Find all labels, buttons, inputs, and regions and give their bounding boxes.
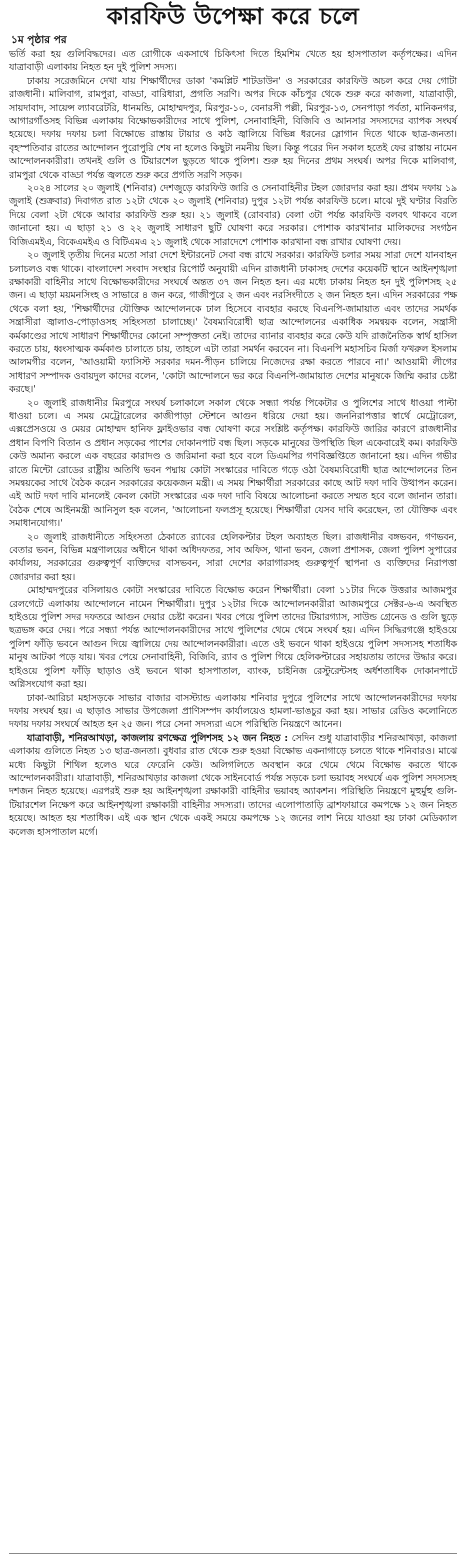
section-body-text: সেদিন শুধু যাত্রাবাড়ীর শনিরআখড়া, কাজলা এলাকায় গুলিতে নিহত ১৩ ছাত্র-জনতা। বুধবার রাত থেকে শুরু হওয়া বিক্ষোভ একনাগাড়ে চলতে থাকে শনিবারও। মাঝে মধ্যে কিছুটা শিথিল হলেও ঘরে ফেরেনি কেউ। অলিগলিতে অবস্থান করে থেমে থেমে বিক্ষোভ করতে থাকে আন্দোলনকারীরা। যাত্রাবাড়ী, শনিরআখড়ার কাজলা থেকে সাইনবোর্ড পর্যন্ত সড়কে চলা ভয়াবহ সংঘর্ষে এক পুলিশ সদস্যসহ দশজন নিহত হয়েছে। এরপরই শুরু হয় আইনশৃঙ্খলা রক্ষাকারী বাহিনীর ভয়াবহ অ্যাকশন। পরিস্থিতি নিয়ন্ত্রণে মুহুর্মুহু গুলি-টিয়ারশেল নিক্ষেপ করে আইনশৃঙ্খলা রক্ষাকারী বাহিনীর সদস্যরা। তাদের এলোপাতাড়ি ব্রাশফায়ারে কমপক্ষে ১২ জন নিহত হয়েছে। আহত হয় শতাধিক। এই এক স্থান থেকে একই সময়ে কমপক্ষে ১২ জনের লাশ নিয়ে যাওয়া হয় ঢাকা মেডিক্যাল কলেজ হাসপাতাল মর্গে। bbox=[9, 732, 457, 838]
article-paragraph: মোহাম্মদপুরের বসিলায়ও কোটা সংস্কারের দাবিতে বিক্ষোভ করেন শিক্ষার্থীরা। বেলা ১১টার দিকে উত্তরার আজমপুর রেলগেটে এলাকায় আন্দোলনে নামেন শিক্ষার্থীরা। দুপুর ১২টার দিকে আন্দোলনকারীরা আজমপুরে সেক্টর-৬-এ অবস্থিত হাইওয়ে পুলিশ সদর দফতরে আগুন দেয়ার চেষ্টা করেন। খবর পেয়ে পুলিশ তাদের টিয়ারগ্যাস, সাউন্ড গ্রেনেড ও গুলি ছুড়ে ছত্রভঙ্গ করে দেয়। পরে সন্ধ্যা পর্যন্ত আন্দোলনকারীদের সাথে পুলিশের থেমে থেমে সংঘর্ষ হয়। এদিন সিদ্ধিরগঞ্জে হাইওয়ে পুলিশ ফাঁড়ি ভবনে আগুন দিয়ে জ্বালিয়ে দেয় আন্দোলনকারীরা। এতে ওই ভবনে থাকা হাইওয়ে পুলিশ সদস্যসহ শতাধিক মানুষ আটকা পড়ে যায়। খবর পেয়ে সেনাবাহিনী, বিজিবি, র‌্যাব ও পুলিশ গিয়ে হেলিকপ্টারের সহায়তায় তাদের উদ্ধার করে। হাইওয়ে পুলিশ ফাঁড়ি ছাড়াও ওই ভবনে থাকা হাসপাতাল, ব্যাংক, চাইনিজ রেস্টুরেন্টসহ অর্ধশতাধিক দোকানপাটে অগ্নিসংযোগ করা হয়। bbox=[9, 585, 457, 691]
final-section-paragraph bbox=[9, 732, 457, 839]
next-column-cutoff bbox=[9, 1553, 457, 1559]
section-subheading: যাত্রাবাড়ী, শনিরআখড়া, কাজলায় রণক্ষেত্র পুলিশসহ ১২ জন নিহত : bbox=[27, 732, 289, 744]
article-paragraph: ঢাকা-আরিচা মহাসড়কে সাভার বাজার বাসস্ট্যান্ড এলাকায় শনিবার দুপুরে পুলিশের সাথে আন্দোলনকারীদের দফায় দফায় সংঘর্ষ হয়। এ ছাড়াও সাভার উপজেলা প্রাণিসম্পদ কার্যালয়েও হামলা-ভাঙচুর করা হয়। সাভার রেডিও কলোনিতে দফায় দফায় সংঘর্ষে আহত হন ২৫ জন। পরে সেনা সদস্যরা এসে পরিস্থিতি নিয়ন্ত্রণে আনেন। bbox=[9, 692, 457, 731]
article-paragraph: ২০২৪ সালের ২০ জুলাই (শনিবার) দেশজুড়ে কারফিউ জারি ও সেনাবাহিনীর টহল জোরদার করা হয়। প্রথম দফায় ১৯ জুলাই (শুক্রবার) দিবাগত রাত ১২টা থেকে ২০ জুলাই (শনিবার) দুপুর ১২টা পর্যন্ত কারফিউ চলে। মাঝে দুই ঘণ্টার বিরতি দিয়ে বেলা ২টা থেকে আবার কারফিউ শুরু হয়। ২১ জুলাই (রোববার) বেলা ৩টা পর্যন্ত কারফিউ বলবৎ থাকবে বলে জানানো হয়। এ ছাড়া ২১ ও ২২ জুলাই সাধারণ ছুটি ঘোষণা করে সরকার। পোশাক কারখানার মালিকদের সংগঠন বিজিএমইএ, বিকেএমইএ ও বিটিএমএ ২১ জুলাই থেকে সারাদেশে পোশাক কারখানা বন্ধ রাখার ঘোষণা দেয়। bbox=[9, 183, 457, 248]
article-paragraph: ভর্তি করা হয় গুলিবিদ্ধদের। এত রোগীকে একসাথে চিকিৎসা দিতে হিমশিম খেতে হয় হাসপাতাল কর্তৃপক্ষের। এদিন যাত্রাবাড়ী এলাকায় নিহত হন দুই পুলিশ সদস্য। bbox=[9, 49, 457, 74]
article-paragraph: ২০ জুলাই রাজধানীর মিরপুরে সংঘর্ষ চলাকালে সকাল থেকে সন্ধ্যা পর্যন্ত পিকেটার ও পুলিশের সাথে ধাওয়া পাল্টা ধাওয়া চলে। এ সময় মেট্রোরেলের কাজীপাড়া স্টেশনে আগুন ধরিয়ে দেয়া হয়। জননিরাপত্তার স্বার্থে মেট্রোরেল, এক্সপ্রেসওয়ে ও মেয়র মোহাম্মদ হানিফ ফ্লাইওভার বন্ধ ঘোষণা করে সংশ্লিষ্ট কর্তৃপক্ষ। কারফিউ জারির কারণে রাজধানীর প্রধান বিপণি বিতান ও প্রধান সড়কের পাশের দোকানপাট বন্ধ ছিল। সড়কে মানুষের উপস্থিতি ছিল একেবারেই কম। কারফিউ কেউ অমান্য করলে এক বছরের কারাদণ্ড ও জরিমানা করা হবে বলে ডিএমপির গণবিজ্ঞপ্তিতে জানানো হয়। এদিন গভীর রাতে মিন্টো রোডের রাষ্ট্রীয় অতিথি ভবন পদ্মায় কোটা সংস্কারের দাবিতে গড়ে ওঠা বৈষম্যবিরোধী ছাত্র আন্দোলনের তিন সমন্বয়কের সাথে বৈঠক করেন সরকারের কয়েকজন মন্ত্রী। এ সময় শিক্ষার্থীরা সরকারের কাছে আট দফা দাবি উত্থাপন করেন। এই আট দফা দাবি মানলেই কেবল কোটা সংস্কারের এক দফা দাবি বিষয়ে আলোচনা করতে সম্মত হবে বলে জানান তারা। বৈঠক শেষে আইনমন্ত্রী আনিসুল হক বলেন, 'আলোচনা ফলপ্রসূ হয়েছে। শিক্ষার্থীরা যেসব দাবি করেছেন, তা যৌক্তিক এবং সমাধানযোগ্য।' bbox=[9, 397, 457, 530]
continued-from-label: ১ম পৃষ্ঠার পর bbox=[11, 34, 67, 46]
article-paragraph: ঢাকায় সরেজমিনে দেখা যায় শিক্ষার্থীদের ডাকা 'কমপ্লিট শাটডাউন' ও সরকারের কারফিউ অচল করে দেয় গোটা রাজধানী। মালিবাগ, রামপুরা, বাড্ডা, বারিধারা, প্রগতি সরণি। অপর দিকে কাঁচপুর থেকে শুরু করে কাজলা, যাত্রাবাড়ী, সায়দাবাদ, সায়েন্স ল্যাবরেটরি, ধানমন্ডি, মোহাম্মদপুর, মিরপুর-১০, বেনারসী পল্লী, মিরপুর-১৩, সেনপাড়া পর্বতা, মানিকনগর, আগারগাঁওসহ বিভিন্ন এলাকায় বিক্ষোভকারীদের সাথে পুলিশ, সেনাবাহিনী, বিজিবি ও আনসার সদস্যদের ব্যাপক সংঘর্ষ হয়েছে। দফায় দফায় চলা বিক্ষোভে রাস্তায় টায়ার ও কাঠ জ্বালিয়ে বিভিন্ন ধরনের স্লোগান দিতে থাকে ছাত্র-জনতা। বৃহস্পতিবার রাতের আন্দোলন পুরোপুরি শেষ না হলেও কিছুটা নমনীয় ছিল। কিন্তু পরের দিন সকাল হতেই ফের রাস্তায় নামেন আন্দোলনকারীরা। তখনই গুলি ও টিয়ারশেল ছুড়তে থাকে পুলিশ। শুরু হয় দিনের প্রথম সংঘর্ষ। অপর দিকে মালিবাগ, রামপুরা থেকে বাড্ডা পর্যন্ত জ্বলতে শুরু করে প্রগতি সরণি সড়ক। bbox=[9, 75, 457, 181]
headline: কারফিউ উপেক্ষা করে চলে bbox=[106, 4, 360, 30]
article-paragraph: ২০ জুলাই রাজধানীতে সহিংসতা ঠেকাতে র‌্যাবের হেলিকপ্টার টহল অব্যাহত ছিল। রাজধানীর বঙ্গভবন, গণভবন, বেতার ভবন, বিভিন্ন মন্ত্রণালয়ের অধীনে থাকা অধিদফতর, সাব অফিস, থানা ভবন, জেলা প্রশাসক, জেলা পুলিশ সুপারের কার্যালয়, সরকারের গুরুত্বপূর্ণ ব্যক্তিদের বাসভবন, সারা দেশের কারাগারসহ গুরুত্বপূর্ণ স্থাপনা ও ব্যক্তিদের নিরাপত্তা জোরদার করা হয়। bbox=[9, 531, 457, 583]
article-paragraph: ২০ জুলাই তৃতীয় দিনের মতো সারা দেশে ইন্টারনেট সেবা বন্ধ রাখে সরকার। কারফিউ চলার সময় সারা দেশে যানবাহন চলাচলও বন্ধ থাকে। বাংলাদেশ সংবাদ সংস্থার রিপোর্ট অনুযায়ী এদিন রাজধানী ঢাকাসহ দেশের কয়েকটি স্থানে আইনশৃঙ্খলা রক্ষাকারী বাহিনীর সাথে বিক্ষোভকারীদের সংঘর্ষে অন্তত ৩৭ জন নিহত হন। এর মধ্যে ঢাকায় নিহত হন দুই পুলিশসহ ২৫ জন। এ ছাড়া ময়মনসিংহ ও সাভারে ৪ জন করে, গাজীপুরে ২ জন এবং নরসিংদীতে ২ জন নিহত হন। এদিন সরকারের পক্ষ থেকে বলা হয়, 'শিক্ষার্থীদের যৌক্তিক আন্দোলনকে ঢাল হিসেবে ব্যবহার করছে বিএনপি-জামায়াত এবং তাদের সমর্থক সন্ত্রাসীরা জ্বালাও-পোড়াওসহ সহিংসতা চালাচ্ছে।' বৈষম্যবিরোধী ছাত্র আন্দোলনের একাধিক সমন্বয়ক বলেন, সন্ত্রাসী কর্মকাণ্ডের সাথে সাধারণ শিক্ষার্থীদের কোনো সম্পৃক্ততা নেই। তাদের ব্যানার ব্যবহার করে কেউ যদি রাজনৈতিক স্বার্থ হাসিল করতে চায়, ধ্বংসাত্মক কর্মকাণ্ড চালাতে চায়, তাহলে এটা তারা সমর্থন করবেন না। বিএনপি মহাসচিব মির্জা ফখরুল ইসলাম আলমগীর বলেন, 'আওয়ামী ফ্যাসিস্ট সরকার দমন-পীড়ন চালিয়ে নিজেদের রক্ষা করতে পারবে না।' আওয়ামী লীগের সাধারণ সম্পাদক ওবায়দুল কাদের বলেন, 'কোটা আন্দোলনে ভর করে বিএনপি-জামায়াত দেশের মানুষকে জিম্মি করার চেষ্টা করছে।' bbox=[9, 250, 457, 396]
